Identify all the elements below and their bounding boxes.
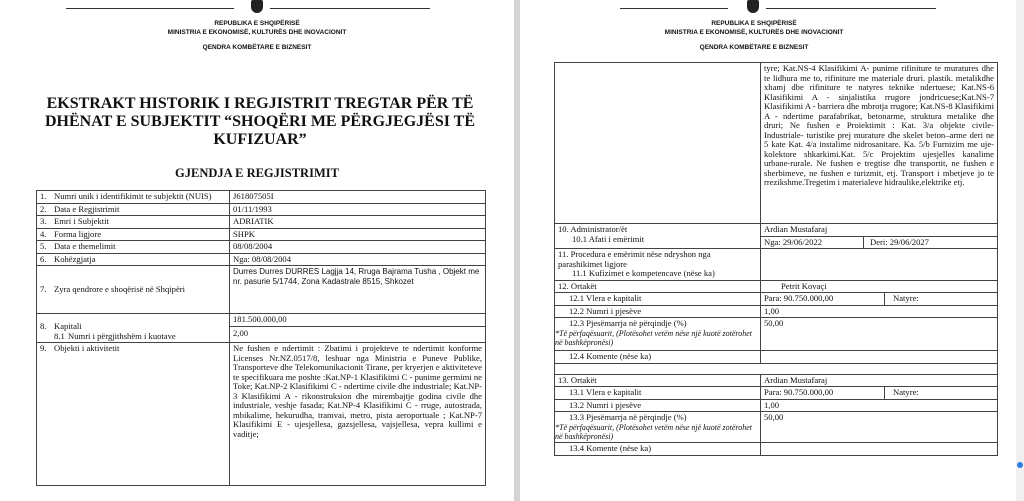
registry-table — [36, 190, 486, 486]
table-row — [555, 63, 998, 224]
scroll-position-indicator[interactable] — [1017, 462, 1023, 468]
row-value: 50,00 — [761, 318, 998, 351]
table-row — [37, 191, 486, 204]
row-value — [761, 224, 998, 249]
row-value: 08/08/2004 — [230, 241, 486, 254]
row-value: 1,00 — [761, 399, 998, 412]
table-row — [555, 351, 998, 364]
table-row — [555, 412, 998, 443]
row-value: 1,00 — [761, 305, 998, 318]
row-label: 13.4 Komente (nëse ka) — [555, 443, 761, 456]
natyre-label: Natyre: — [893, 387, 919, 397]
row-value: Ne fushen e ndertimit : Zbatimi i projekteve te ndertimit konforme Licenses Nr.NZ.0517/8, leshuar nga Ministria e Puneve Publike, Transporteve dhe Telekomunikacionit Tirane, per kryerjen e aktiviteteve te specifikuara me poshte :Kat.NP-1 Klasifikimi C - punime germimi ne Toke; Kat.NP-2 Klasifikimi C - ndertime civile dhe industriale; Kat.NP-3 Klasifikimi A - rikonstruksion dhe mirembajtje godina civile dhe industriale, veshje fasada; Kat.NP-4 Klasifikimi C - rruge, autostrada, mbikalime, hekurudha, tramvai, metro, pista aeroportuale ; Kat.NP-7 Klasifikimi E - ujesjellesa, gazsjellesa, vajsjellesa, vepra kullimi e vaditje; — [230, 343, 486, 486]
table-row — [37, 216, 486, 229]
table-row — [37, 203, 486, 216]
capital-value: Para: 90.750.000,00 — [761, 293, 885, 305]
partner-name: Petrit Kovaçi — [761, 280, 998, 293]
row-label: 10. Administrator/ët 10.1 Afati i emërimit — [555, 224, 761, 249]
table-row — [555, 443, 998, 456]
row-label: 13. Ortakët — [555, 374, 761, 387]
header-center: QENDRA KOMBËTARE E BIZNESIT — [202, 44, 312, 51]
row-label: 2. Data e Regjistrimit — [37, 203, 230, 216]
capital-value: Para: 90.750.000,00 — [761, 387, 885, 399]
partner-name: Ardian Mustafaraj — [761, 374, 998, 387]
header-republic: REPUBLIKA E SHQIPËRISË — [711, 20, 797, 27]
row-label: 4. Forma ligjore — [37, 228, 230, 241]
afati-from: Nga: 29/06/2022 — [761, 237, 864, 249]
kuotat-value: 2,00 — [233, 328, 249, 338]
row-label: 6. Kohëzgjatja — [37, 253, 230, 266]
table-row — [37, 241, 486, 254]
row-value — [761, 387, 998, 400]
row-label: 13.1 Vlera e kapitalit — [555, 387, 761, 400]
page-header — [520, 0, 1016, 60]
row-value — [230, 314, 486, 343]
table-row — [555, 374, 998, 387]
row-label: 13.3 Pjesëmarrja në përqindje (%) *Të përfaqësuarit, (Plotësohet vetëm nëse një kuotë zotërohet në bashkëpronësi) — [555, 412, 761, 443]
row-label: 12.1 Vlera e kapitalit — [555, 293, 761, 306]
row-value: Nga: 08/08/2004 — [230, 253, 486, 266]
row-label: 11. Procedura e emërimit nëse ndryshon nga parashikimet ligjore 11.1 Kufizimet e kompetencave (nëse ka) — [555, 249, 761, 281]
header-ministry: MINISTRIA E EKONOMISË, KULTURËS DHE INOVACIONIT — [664, 29, 844, 36]
row-label — [555, 63, 761, 224]
row-value — [761, 351, 998, 364]
table-row — [37, 343, 486, 486]
row-label: 12.4 Komente (nëse ka) — [555, 351, 761, 364]
table-row — [555, 224, 998, 249]
header-rule-left — [66, 8, 234, 9]
row-label: 12.3 Pjesëmarrja në përqindje (%) *Të përfaqësuarit, (Plotësohet vetëm nëse një kuotë zotërohet në bashkëpronësi) — [555, 318, 761, 351]
table-row — [37, 314, 486, 343]
row-label: 5. Data e themelimit — [37, 241, 230, 254]
partner-note: *Të përfaqësuarit, (Plotësohet vetëm nëse një kuotë zotërohet në bashkëpronësi) — [555, 328, 752, 347]
document-page-right — [520, 0, 1016, 501]
row-label: 12. Ortakët — [555, 280, 761, 293]
table-row — [555, 249, 998, 281]
row-value — [761, 293, 998, 306]
kapitali-value: 181.500.000,00 — [230, 314, 485, 327]
scrollbar[interactable] — [1016, 0, 1024, 501]
header-rule-right — [270, 8, 430, 9]
row-label: 1. Numri unik i identifikimit te subjektit (NUIS) — [37, 191, 230, 204]
table-row — [555, 293, 998, 306]
row-value: tyre; Kat.NS-4 Klasifikimi A- punime rifiniture te muratures dhe te lidhura me to, rifiniture me materiale druri. plastik. metalikdhe xhamj dbe rifiniture te natyres teknike ndertuese; Kat.NS-6 Klasifikimi A - sinjalistika rrugore jondricuese;Kat.NS-7 Klasifikimi A - barriera dhe mbrotja rrugore; Kat.NS-8 Klasifikimi A - ndertime parafabrikat, betonarme, struktura metalike dhe druri; Ne fushen e Proiektimit : Kat. 3/a objekte civile- Industriale- turistike prej murature dhe skelet beton–arme deri ne 5 kate Kat. 4/a instalime nidrosanitare. Ka. 5/b Furnizim me uje- kolektore shkarkimi.Kat. 5/c Projektim ujesjelles kanalime urbane-rurale. Ne fushen e tregtise dhe transportit, ne fushen e sherbimeve, ne fushen e turizmit, etj. Transport i mbetjeve jo te rrezikshme.Tregetim i materialeve hidraulike,elektrike etj. — [761, 63, 998, 224]
row-value: SHPK — [230, 228, 486, 241]
row-label: 13.2 Numri i pjesëve — [555, 399, 761, 412]
table-spacer — [555, 363, 998, 374]
table-row — [37, 228, 486, 241]
table-row — [555, 305, 998, 318]
row-label: 8. Kapitali 8.1 Numri i përgjithshëm i kuotave — [37, 314, 230, 343]
row-value — [761, 443, 998, 456]
header-center: QENDRA KOMBËTARE E BIZNESIT — [699, 44, 809, 51]
eagle-emblem-icon — [747, 0, 759, 13]
section-title: GJENDJA E REGJISTRIMIT — [175, 166, 339, 180]
row-value: J61807505I — [230, 191, 486, 204]
table-row — [555, 280, 998, 293]
row-label: 3. Emri i Subjektit — [37, 216, 230, 229]
row-value — [761, 249, 998, 281]
header-rule-left — [620, 8, 728, 9]
row-value: ADRIATIK — [230, 216, 486, 229]
page-header — [0, 0, 514, 60]
row-label: 12.2 Numri i pjesëve — [555, 305, 761, 318]
administrator-name: Ardian Mustafaraj — [761, 224, 997, 237]
row-label: 9. Objekti i aktivitetit — [37, 343, 230, 486]
table-row — [37, 266, 486, 314]
registry-table-continued — [554, 62, 998, 456]
table-row — [555, 318, 998, 351]
afati-row — [761, 237, 997, 249]
document-title: EKSTRAKT HISTORIK I REGJISTRIT TREGTAR PËR TË DHËNAT E SUBJEKTIT “SHOQËRI ME PËRGJEGJËSI TË KUFIZUAR” — [44, 95, 476, 148]
header-ministry: MINISTRIA E EKONOMISË, KULTURËS DHE INOVACIONIT — [167, 29, 347, 36]
header-rule-right — [766, 8, 936, 9]
partner-note: *Të përfaqësuarit, (Plotësohet vetëm nëse një kuotë zotërohet në bashkëpronësi) — [555, 422, 752, 441]
row-label: 7. Zyra qendrore e shoqërisë në Shqipëri — [37, 266, 230, 314]
row-value: 01/11/1993 — [230, 203, 486, 216]
natyre-label: Natyre: — [893, 293, 919, 303]
row-value: 50,00 — [761, 412, 998, 443]
table-row — [37, 253, 486, 266]
table-row — [555, 399, 998, 412]
eagle-emblem-icon — [251, 0, 263, 13]
row-value: Durres Durres DURRES Lagjja 14, Rruga Bajrama Tusha , Objekt me nr. pasurie 5/1744, Zona Kadastrale 8515, Shkozet — [230, 266, 486, 314]
table-row — [555, 387, 998, 400]
header-republic: REPUBLIKA E SHQIPËRISË — [214, 20, 300, 27]
afati-to: Deri: 29/06/2027 — [870, 236, 929, 247]
